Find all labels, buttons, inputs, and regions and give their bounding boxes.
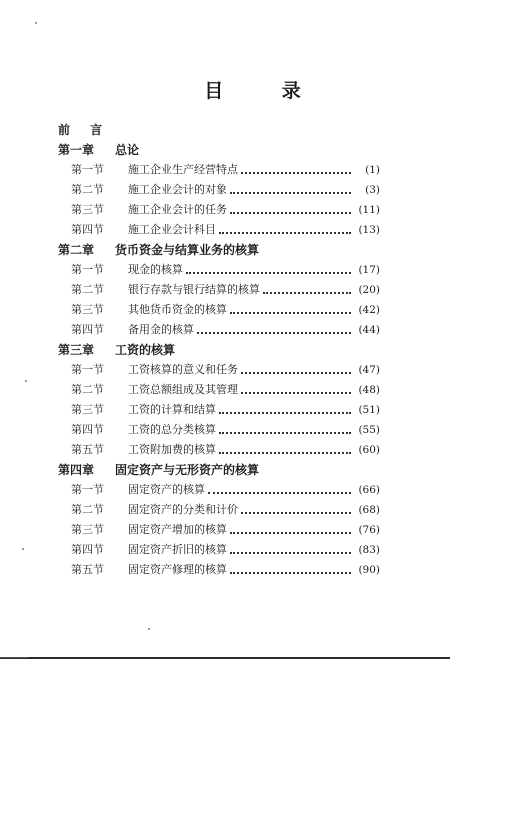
toc-entry <box>58 500 380 520</box>
section-title: 施工企业会计的任务 <box>128 203 227 216</box>
section-title: 工资附加费的核算 <box>128 443 216 456</box>
section-title: 固定资产折旧的核算 <box>128 543 227 556</box>
page-number: (55) <box>358 424 380 436</box>
section-title: 现金的核算 <box>128 263 183 276</box>
toc-entry <box>58 260 380 280</box>
toc-entry <box>58 520 380 540</box>
toc-entry <box>58 420 380 440</box>
chapter-heading <box>58 340 380 360</box>
section-number: 第二节 <box>71 183 104 196</box>
dot-leader <box>230 532 351 534</box>
dot-leader <box>230 312 351 314</box>
section-title: 固定资产修理的核算 <box>128 563 227 576</box>
section-number: 第五节 <box>71 443 104 456</box>
dot-leader <box>219 232 351 234</box>
page-number: (90) <box>358 564 380 576</box>
section-title: 固定资产增加的核算 <box>128 523 227 536</box>
table-of-contents <box>58 120 380 580</box>
dot-leader <box>241 392 351 394</box>
chapter-number: 第三章 <box>58 343 95 357</box>
toc-entry <box>58 220 380 240</box>
section-number: 第四节 <box>71 423 104 436</box>
toc-entry <box>58 480 380 500</box>
dot-leader <box>197 332 351 334</box>
page-number: (47) <box>358 364 380 376</box>
dot-leader <box>230 212 351 214</box>
section-number: 第二节 <box>71 503 104 516</box>
page-number: (20) <box>358 284 380 296</box>
page-number: (76) <box>358 524 380 536</box>
toc-entry <box>58 360 380 380</box>
section-title: 固定资产的核算 <box>128 483 205 496</box>
section-title: 银行存款与银行结算的核算 <box>128 283 260 296</box>
page-number: (11) <box>358 204 380 216</box>
section-title: 其他货币资金的核算 <box>128 303 227 316</box>
chapter-title: 货币资金与结算业务的核算 <box>115 243 260 257</box>
section-title: 工资核算的意义和任务 <box>128 363 238 376</box>
chapter-number: 第四章 <box>58 463 95 477</box>
section-number: 第一节 <box>71 263 104 276</box>
section-title: 施工企业会计的对象 <box>128 183 227 196</box>
bottom-rule-fragment <box>0 657 28 658</box>
toc-entry <box>58 380 380 400</box>
page-number: (48) <box>358 384 380 396</box>
chapter-number: 第二章 <box>58 243 95 257</box>
toc-entry <box>58 280 380 300</box>
section-number: 第三节 <box>71 523 104 536</box>
dot-leader <box>241 512 351 514</box>
dot-leader <box>241 372 351 374</box>
chapter-heading <box>58 140 380 160</box>
toc-entry <box>58 540 380 560</box>
page-number: (51) <box>358 404 380 416</box>
toc-body <box>58 140 380 580</box>
page-title: 目 录 <box>204 80 327 102</box>
dot-leader <box>219 412 351 414</box>
toc-entry <box>58 180 380 200</box>
page-number: (42) <box>358 304 380 316</box>
scan-speck <box>148 628 150 630</box>
section-title: 工资的计算和结算 <box>128 403 216 416</box>
toc-entry <box>58 300 380 320</box>
dot-leader <box>263 292 351 294</box>
chapter-number: 第一章 <box>58 143 95 157</box>
dot-leader <box>241 172 351 174</box>
toc-entry <box>58 200 380 220</box>
toc-entry <box>58 560 380 580</box>
scan-speck <box>22 548 24 550</box>
section-number: 第三节 <box>71 303 104 316</box>
section-title: 施工企业生产经营特点 <box>128 163 238 176</box>
section-title: 施工企业会计科目 <box>128 223 216 236</box>
preface-heading: 前 言 <box>58 123 111 137</box>
dot-leader <box>186 272 351 274</box>
section-title: 固定资产的分类和计价 <box>128 503 238 516</box>
dot-leader <box>208 492 351 494</box>
toc-entry <box>58 160 380 180</box>
section-number: 第一节 <box>71 163 104 176</box>
section-number: 第一节 <box>71 363 104 376</box>
toc-entry <box>58 320 380 340</box>
page-number: (13) <box>358 224 380 236</box>
section-number: 第四节 <box>71 543 104 556</box>
section-number: 第二节 <box>71 383 104 396</box>
dot-leader <box>219 452 351 454</box>
page-number: (17) <box>358 264 380 276</box>
toc-entry <box>58 440 380 460</box>
section-number: 第二节 <box>71 283 104 296</box>
section-number: 第一节 <box>71 483 104 496</box>
section-number: 第三节 <box>71 203 104 216</box>
page-number: (44) <box>358 324 380 336</box>
page-number: (60) <box>358 444 380 456</box>
page-number: (3) <box>365 184 380 196</box>
dot-leader <box>230 552 351 554</box>
toc-entry <box>58 400 380 420</box>
section-number: 第四节 <box>71 223 104 236</box>
dot-leader <box>230 192 351 194</box>
section-title: 工资的总分类核算 <box>128 423 216 436</box>
chapter-title: 总论 <box>115 143 140 157</box>
dot-leader <box>230 572 351 574</box>
scan-speck <box>25 380 27 382</box>
section-number: 第三节 <box>71 403 104 416</box>
chapter-title: 固定资产与无形资产的核算 <box>115 463 260 477</box>
page-number: (83) <box>358 544 380 556</box>
scan-speck <box>35 22 37 24</box>
section-title: 工资总额组成及其管理 <box>128 383 238 396</box>
page-number: (1) <box>365 164 380 176</box>
page-number: (68) <box>358 504 380 516</box>
dot-leader <box>219 432 351 434</box>
chapter-title: 工资的核算 <box>115 343 176 357</box>
chapter-heading <box>58 240 380 260</box>
chapter-heading <box>58 460 380 480</box>
page-number: (66) <box>358 484 380 496</box>
bottom-rule <box>0 657 450 659</box>
section-title: 备用金的核算 <box>128 323 194 336</box>
section-number: 第五节 <box>71 563 104 576</box>
section-number: 第四节 <box>71 323 104 336</box>
